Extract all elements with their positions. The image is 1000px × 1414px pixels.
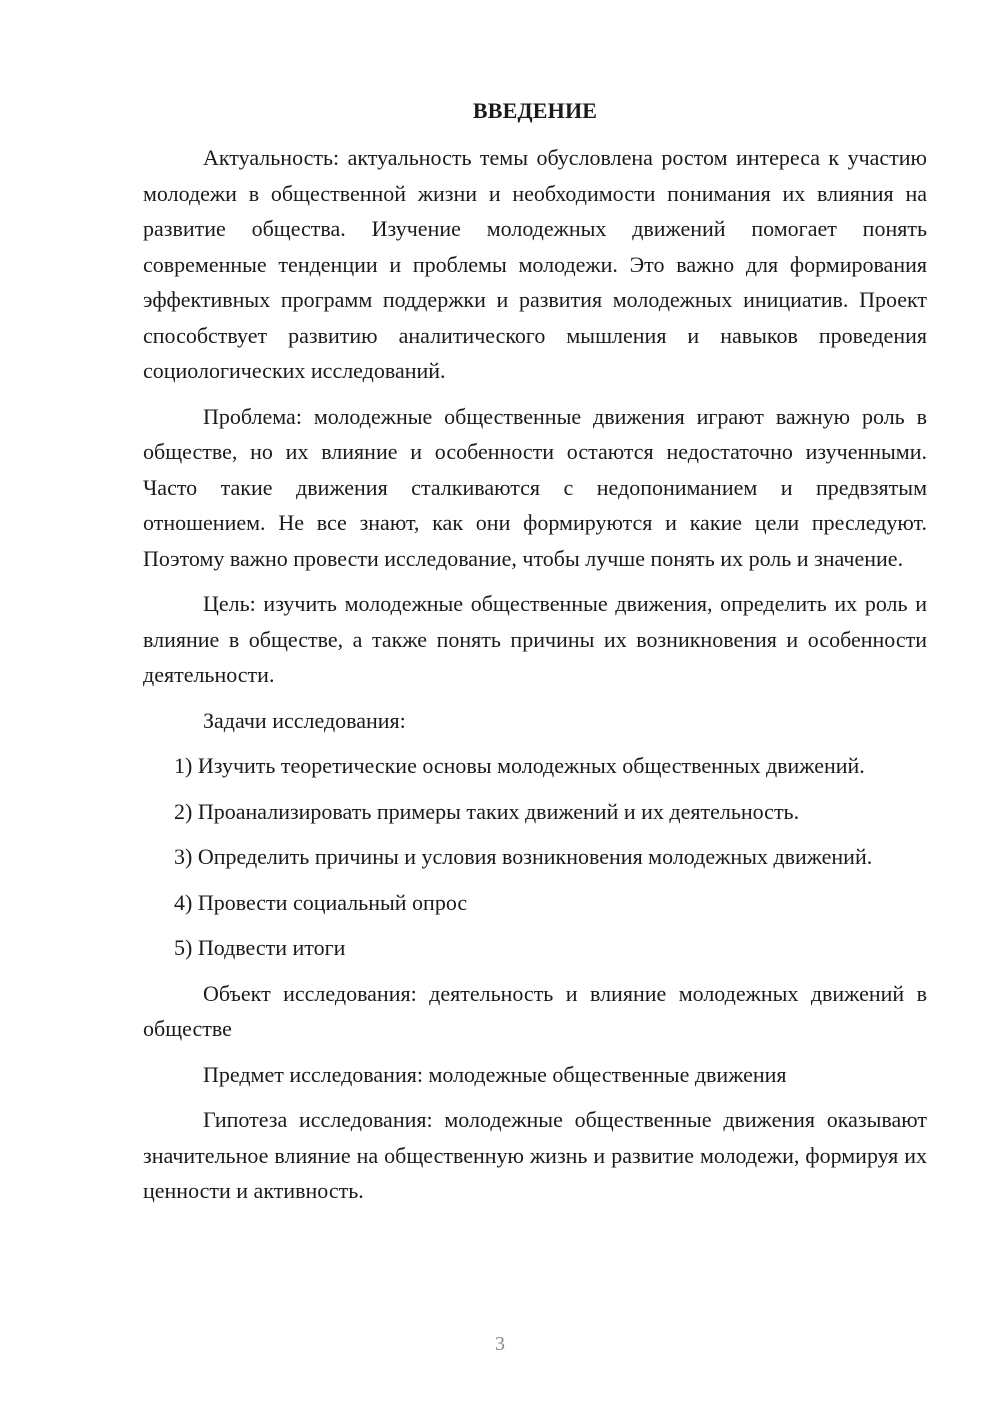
paragraph-relevance: Актуальность: актуальность темы обусловлена ростом интереса к участию молодежи в общественной жизни и необходимости понимания их влияния на развитие общества. Изучение молодежных движений помогает понять современные тенденции и проблемы молодежи. Это важно для формирования эффективных программ поддержки и развития молодежных инициатив. Проект способствует развитию аналитического мышления и навыков проведения социологических исследований. [143, 145, 927, 383]
tasks-heading: Задачи исследования: [203, 707, 406, 733]
paragraph-subject: Предмет исследования: молодежные общественные движения [203, 1061, 787, 1087]
task-item-5: 5) Подвести итоги [174, 935, 346, 960]
paragraph-problem: Проблема: молодежные общественные движения играют важную роль в обществе, но их влияние и особенности остаются недостаточно изученными. Часто такие движения сталкиваются с недопониманием и предвзятым отношением. Не все знают, как они формируются и какие цели преследуют. Поэтому важно провести исследование, чтобы лучше понять их роль и значение. [143, 403, 927, 571]
page-content [143, 96, 927, 1219]
page-number: 3 [495, 1333, 505, 1355]
task-item-1: 1) Изучить теоретические основы молодежных общественных движений. [174, 753, 865, 778]
paragraph-object: Объект исследования: деятельность и влияние молодежных движений в обществе [143, 980, 927, 1041]
page-title: ВВЕДЕНИЕ [472, 98, 598, 123]
task-item-2: 2) Проанализировать примеры таких движений и их деятельность. [174, 798, 800, 824]
task-item-3: 3) Определить причины и условия возникновения молодежных движений. [174, 844, 873, 869]
paragraph-goal: Цель: изучить молодежные общественные движения, определить их роль и влияние в обществе, а также понять причины их возникновения и особенности деятельности. [143, 591, 927, 687]
paragraph-hypothesis: Гипотеза исследования: молодежные общественные движения оказывают значительное влияние на общественную жизнь и развитие молодежи, формируя их ценности и активность. [143, 1107, 927, 1203]
task-item-4: 4) Провести социальный опрос [174, 889, 468, 915]
